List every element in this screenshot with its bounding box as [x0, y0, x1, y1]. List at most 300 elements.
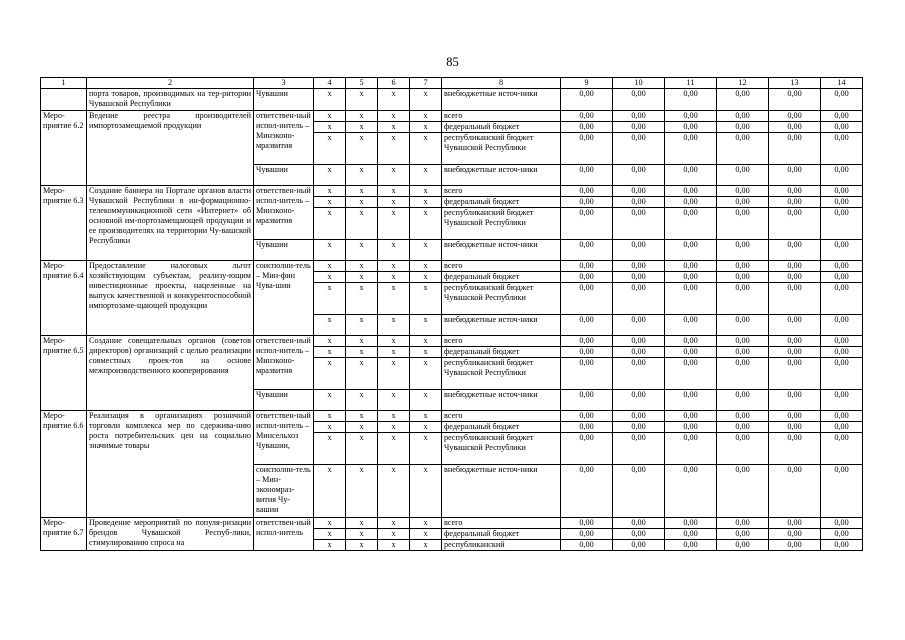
value-cell: 0,00: [561, 111, 613, 122]
x-mark-cell: x: [314, 261, 346, 272]
value-cell: 0,00: [613, 261, 665, 272]
x-mark-cell: x: [378, 411, 410, 422]
x-mark-cell: x: [314, 165, 346, 186]
event-id-cell: Меро-приятие 6.5: [41, 336, 87, 411]
x-mark-cell: x: [346, 315, 378, 336]
x-mark-cell: x: [314, 272, 346, 283]
value-cell: 0,00: [769, 465, 821, 518]
event-description-cell: Ведение реестра производителей импортозамещаемой продукции: [87, 111, 254, 186]
x-mark-cell: x: [378, 186, 410, 197]
value-cell: 0,00: [717, 422, 769, 433]
value-cell: 0,00: [769, 347, 821, 358]
column-header: 8: [442, 78, 561, 89]
x-mark-cell: x: [346, 261, 378, 272]
value-cell: 0,00: [821, 315, 863, 336]
funding-source-cell: республиканский бюджет Чувашской Республики: [442, 433, 561, 465]
executor-cell: соисполни-тель – Мин-фин Чува-шии: [254, 261, 314, 336]
header-row: [41, 78, 863, 89]
executor-cell: ответствен-ный испол-нитель – Минэконо-мразвития: [254, 186, 314, 240]
column-header: 13: [769, 78, 821, 89]
value-cell: 0,00: [821, 465, 863, 518]
value-cell: 0,00: [821, 390, 863, 411]
value-cell: 0,00: [665, 315, 717, 336]
value-cell: 0,00: [613, 272, 665, 283]
executor-cell: ответствен-ный испол-нитель – Минэконо-мразвития: [254, 336, 314, 390]
column-header: 14: [821, 78, 863, 89]
value-cell: 0,00: [613, 315, 665, 336]
value-cell: 0,00: [665, 165, 717, 186]
column-header: 12: [717, 78, 769, 89]
event-id-cell: [41, 89, 87, 111]
value-cell: 0,00: [769, 433, 821, 465]
value-cell: 0,00: [769, 390, 821, 411]
value-cell: 0,00: [613, 336, 665, 347]
funding-source-cell: федеральный бюджет: [442, 529, 561, 540]
value-cell: 0,00: [561, 272, 613, 283]
value-cell: 0,00: [717, 540, 769, 551]
value-cell: 0,00: [717, 465, 769, 518]
value-cell: 0,00: [561, 529, 613, 540]
x-mark-cell: x: [378, 122, 410, 133]
value-cell: 0,00: [665, 89, 717, 111]
x-mark-cell: x: [378, 133, 410, 165]
value-cell: 0,00: [665, 272, 717, 283]
x-mark-cell: x: [410, 122, 442, 133]
funding-source-cell: республиканский бюджет Чувашской Республики: [442, 283, 561, 315]
value-cell: 0,00: [665, 111, 717, 122]
x-mark-cell: x: [410, 283, 442, 315]
value-cell: 0,00: [769, 197, 821, 208]
value-cell: 0,00: [821, 186, 863, 197]
value-cell: 0,00: [717, 315, 769, 336]
column-header: 5: [346, 78, 378, 89]
value-cell: 0,00: [717, 283, 769, 315]
x-mark-cell: x: [378, 272, 410, 283]
value-cell: 0,00: [613, 529, 665, 540]
value-cell: 0,00: [821, 133, 863, 165]
funding-source-cell: всего: [442, 411, 561, 422]
value-cell: 0,00: [613, 122, 665, 133]
x-mark-cell: x: [314, 433, 346, 465]
x-mark-cell: x: [314, 111, 346, 122]
x-mark-cell: x: [410, 433, 442, 465]
funding-source-cell: внебюджетные источ-ники: [442, 465, 561, 518]
value-cell: 0,00: [561, 336, 613, 347]
value-cell: 0,00: [717, 272, 769, 283]
x-mark-cell: x: [346, 89, 378, 111]
x-mark-cell: x: [410, 89, 442, 111]
x-mark-cell: x: [346, 336, 378, 347]
table-row: [41, 111, 863, 122]
x-mark-cell: x: [410, 347, 442, 358]
value-cell: 0,00: [821, 197, 863, 208]
value-cell: 0,00: [821, 261, 863, 272]
value-cell: 0,00: [769, 208, 821, 240]
value-cell: 0,00: [821, 518, 863, 529]
value-cell: 0,00: [665, 433, 717, 465]
value-cell: 0,00: [665, 390, 717, 411]
x-mark-cell: x: [410, 465, 442, 518]
table-row: [41, 411, 863, 422]
x-mark-cell: x: [346, 433, 378, 465]
funding-source-cell: республиканский бюджет Чувашской Республики: [442, 208, 561, 240]
value-cell: 0,00: [665, 186, 717, 197]
value-cell: 0,00: [769, 315, 821, 336]
table-row: [41, 186, 863, 197]
funding-source-cell: федеральный бюджет: [442, 422, 561, 433]
value-cell: 0,00: [561, 347, 613, 358]
value-cell: 0,00: [613, 186, 665, 197]
x-mark-cell: x: [410, 261, 442, 272]
funding-source-cell: внебюджетные источ-ники: [442, 89, 561, 111]
value-cell: 0,00: [613, 240, 665, 261]
value-cell: 0,00: [665, 336, 717, 347]
value-cell: 0,00: [769, 89, 821, 111]
column-header: 10: [613, 78, 665, 89]
value-cell: 0,00: [665, 518, 717, 529]
x-mark-cell: x: [314, 336, 346, 347]
value-cell: 0,00: [769, 111, 821, 122]
value-cell: 0,00: [613, 197, 665, 208]
x-mark-cell: x: [346, 347, 378, 358]
funding-source-cell: федеральный бюджет: [442, 197, 561, 208]
value-cell: 0,00: [821, 272, 863, 283]
x-mark-cell: x: [410, 518, 442, 529]
event-id-cell: Меро-приятие 6.2: [41, 111, 87, 186]
executor-cell: ответствен-ный испол-нитель – Минсельхоз Чувашии,: [254, 411, 314, 465]
x-mark-cell: x: [314, 208, 346, 240]
value-cell: 0,00: [665, 540, 717, 551]
value-cell: 0,00: [561, 197, 613, 208]
value-cell: 0,00: [561, 540, 613, 551]
x-mark-cell: x: [314, 133, 346, 165]
value-cell: 0,00: [717, 197, 769, 208]
x-mark-cell: x: [378, 433, 410, 465]
value-cell: 0,00: [613, 540, 665, 551]
value-cell: 0,00: [613, 133, 665, 165]
executor-cell-continued: Чувашии: [254, 240, 314, 261]
value-cell: 0,00: [665, 283, 717, 315]
value-cell: 0,00: [613, 208, 665, 240]
value-cell: 0,00: [821, 336, 863, 347]
funding-source-cell: внебюджетные источ-ники: [442, 240, 561, 261]
value-cell: 0,00: [561, 283, 613, 315]
value-cell: 0,00: [561, 390, 613, 411]
value-cell: 0,00: [561, 411, 613, 422]
value-cell: 0,00: [665, 197, 717, 208]
value-cell: 0,00: [561, 465, 613, 518]
value-cell: 0,00: [717, 186, 769, 197]
value-cell: 0,00: [769, 411, 821, 422]
value-cell: 0,00: [769, 165, 821, 186]
value-cell: 0,00: [613, 390, 665, 411]
value-cell: 0,00: [561, 240, 613, 261]
value-cell: 0,00: [717, 336, 769, 347]
x-mark-cell: x: [346, 465, 378, 518]
value-cell: 0,00: [613, 411, 665, 422]
value-cell: 0,00: [613, 518, 665, 529]
value-cell: 0,00: [561, 89, 613, 111]
x-mark-cell: x: [410, 186, 442, 197]
funding-source-cell: внебюджетные источ-ники: [442, 165, 561, 186]
x-mark-cell: x: [378, 465, 410, 518]
x-mark-cell: x: [314, 186, 346, 197]
executor-cell-continued: Чувашии: [254, 390, 314, 411]
value-cell: 0,00: [613, 347, 665, 358]
x-mark-cell: x: [410, 529, 442, 540]
x-mark-cell: x: [410, 315, 442, 336]
x-mark-cell: x: [314, 540, 346, 551]
x-mark-cell: x: [346, 122, 378, 133]
value-cell: 0,00: [665, 240, 717, 261]
value-cell: 0,00: [821, 529, 863, 540]
event-id-cell: Меро-приятие 6.7: [41, 518, 87, 551]
x-mark-cell: x: [346, 272, 378, 283]
funding-source-cell: республиканский бюджет Чувашской Республики: [442, 133, 561, 165]
x-mark-cell: x: [346, 165, 378, 186]
value-cell: 0,00: [821, 283, 863, 315]
x-mark-cell: x: [346, 411, 378, 422]
x-mark-cell: x: [410, 111, 442, 122]
x-mark-cell: x: [378, 240, 410, 261]
value-cell: 0,00: [561, 122, 613, 133]
x-mark-cell: x: [314, 465, 346, 518]
x-mark-cell: x: [378, 165, 410, 186]
value-cell: 0,00: [717, 133, 769, 165]
value-cell: 0,00: [769, 133, 821, 165]
value-cell: 0,00: [717, 529, 769, 540]
funding-source-cell: внебюджетные источ-ники: [442, 390, 561, 411]
x-mark-cell: x: [314, 358, 346, 390]
column-header: 6: [378, 78, 410, 89]
continuation-row: [41, 89, 863, 111]
event-id-cell: Меро-приятие 6.3: [41, 186, 87, 261]
funding-source-cell: внебюджетные источ-ники: [442, 315, 561, 336]
x-mark-cell: x: [378, 208, 410, 240]
value-cell: 0,00: [613, 111, 665, 122]
x-mark-cell: x: [314, 89, 346, 111]
x-mark-cell: x: [378, 89, 410, 111]
x-mark-cell: x: [410, 272, 442, 283]
column-header: 4: [314, 78, 346, 89]
executor-cell: Чувашии: [254, 89, 314, 111]
value-cell: 0,00: [717, 261, 769, 272]
value-cell: 0,00: [821, 433, 863, 465]
executor-cell-continued: Чувашии: [254, 165, 314, 186]
executor-cell: ответствен-ный испол-нитель: [254, 518, 314, 551]
x-mark-cell: x: [378, 197, 410, 208]
value-cell: 0,00: [717, 240, 769, 261]
value-cell: 0,00: [561, 133, 613, 165]
x-mark-cell: x: [410, 336, 442, 347]
x-mark-cell: x: [378, 336, 410, 347]
table-row: [41, 261, 863, 272]
value-cell: 0,00: [665, 122, 717, 133]
event-description-cell: Создание совещательных органов (советов директоров) организаций с целью реализации совместных проек-тов на основе межпроизводственного кооперирования: [87, 336, 254, 411]
value-cell: 0,00: [561, 315, 613, 336]
value-cell: 0,00: [665, 208, 717, 240]
x-mark-cell: x: [410, 165, 442, 186]
value-cell: 0,00: [821, 347, 863, 358]
column-header: 3: [254, 78, 314, 89]
x-mark-cell: x: [346, 422, 378, 433]
x-mark-cell: x: [410, 540, 442, 551]
value-cell: 0,00: [665, 411, 717, 422]
x-mark-cell: x: [346, 111, 378, 122]
x-mark-cell: x: [410, 197, 442, 208]
x-mark-cell: x: [314, 315, 346, 336]
x-mark-cell: x: [378, 283, 410, 315]
value-cell: 0,00: [613, 358, 665, 390]
x-mark-cell: x: [378, 315, 410, 336]
column-header: 1: [41, 78, 87, 89]
x-mark-cell: x: [346, 240, 378, 261]
x-mark-cell: x: [378, 390, 410, 411]
x-mark-cell: x: [378, 529, 410, 540]
value-cell: 0,00: [821, 122, 863, 133]
x-mark-cell: x: [314, 422, 346, 433]
funding-source-cell: всего: [442, 261, 561, 272]
x-mark-cell: x: [378, 540, 410, 551]
executor-cell: ответствен-ный испол-нитель – Минэконо-мразвития: [254, 111, 314, 165]
value-cell: 0,00: [769, 518, 821, 529]
funding-source-cell: всего: [442, 186, 561, 197]
x-mark-cell: x: [346, 518, 378, 529]
value-cell: 0,00: [717, 358, 769, 390]
value-cell: 0,00: [769, 422, 821, 433]
x-mark-cell: x: [378, 422, 410, 433]
value-cell: 0,00: [665, 529, 717, 540]
event-id-cell: Меро-приятие 6.6: [41, 411, 87, 518]
value-cell: 0,00: [769, 240, 821, 261]
event-description-cell: Реализация в организациях розничной торговли комплекса мер по сдержива-нию роста потребительских цен на социально значимые товары: [87, 411, 254, 518]
value-cell: 0,00: [561, 165, 613, 186]
value-cell: 0,00: [769, 272, 821, 283]
x-mark-cell: x: [314, 390, 346, 411]
x-mark-cell: x: [410, 422, 442, 433]
funding-source-cell: республиканский бюджет Чувашской Республики: [442, 358, 561, 390]
value-cell: 0,00: [717, 165, 769, 186]
x-mark-cell: x: [410, 240, 442, 261]
value-cell: 0,00: [613, 89, 665, 111]
x-mark-cell: x: [410, 411, 442, 422]
x-mark-cell: x: [314, 197, 346, 208]
value-cell: 0,00: [613, 465, 665, 518]
funding-source-cell: республиканский: [442, 540, 561, 551]
value-cell: 0,00: [769, 122, 821, 133]
column-header: 2: [87, 78, 254, 89]
value-cell: 0,00: [717, 411, 769, 422]
page-number: 85: [446, 55, 459, 69]
value-cell: 0,00: [561, 186, 613, 197]
value-cell: 0,00: [665, 347, 717, 358]
funding-source-cell: всего: [442, 336, 561, 347]
value-cell: 0,00: [561, 518, 613, 529]
value-cell: 0,00: [613, 433, 665, 465]
x-mark-cell: x: [314, 240, 346, 261]
value-cell: 0,00: [821, 89, 863, 111]
value-cell: 0,00: [665, 261, 717, 272]
x-mark-cell: x: [346, 540, 378, 551]
x-mark-cell: x: [410, 390, 442, 411]
column-header: 9: [561, 78, 613, 89]
x-mark-cell: x: [346, 133, 378, 165]
value-cell: 0,00: [717, 518, 769, 529]
x-mark-cell: x: [378, 111, 410, 122]
executor-cell-continued: соисполни-тель – Мин-экономраз-вития Чу-вашии: [254, 465, 314, 518]
value-cell: 0,00: [717, 89, 769, 111]
value-cell: 0,00: [821, 540, 863, 551]
value-cell: 0,00: [769, 529, 821, 540]
value-cell: 0,00: [717, 208, 769, 240]
value-cell: 0,00: [665, 422, 717, 433]
funding-source-cell: всего: [442, 111, 561, 122]
value-cell: 0,00: [717, 122, 769, 133]
budget-table: [40, 77, 863, 551]
x-mark-cell: x: [314, 347, 346, 358]
event-description-cell: Создание баннера на Портале органов власти Чувашской Республики в ин-формационно-телекоммуникационной сети «Интернет» об основной им-портозамещающей продукции и ее производителях на территории Чу-вашской Республики: [87, 186, 254, 261]
x-mark-cell: x: [378, 261, 410, 272]
funding-source-cell: федеральный бюджет: [442, 122, 561, 133]
value-cell: 0,00: [561, 433, 613, 465]
x-mark-cell: x: [346, 529, 378, 540]
funding-source-cell: всего: [442, 518, 561, 529]
x-mark-cell: x: [314, 122, 346, 133]
funding-source-cell: федеральный бюджет: [442, 272, 561, 283]
column-header: 7: [410, 78, 442, 89]
value-cell: 0,00: [769, 283, 821, 315]
x-mark-cell: x: [378, 358, 410, 390]
value-cell: 0,00: [717, 111, 769, 122]
value-cell: 0,00: [561, 358, 613, 390]
value-cell: 0,00: [613, 283, 665, 315]
value-cell: 0,00: [665, 358, 717, 390]
event-id-cell: Меро-приятие 6.4: [41, 261, 87, 336]
value-cell: 0,00: [821, 165, 863, 186]
value-cell: 0,00: [821, 358, 863, 390]
x-mark-cell: x: [346, 186, 378, 197]
event-description-cell: Предоставление налоговых льгот хозяйствующим субъектам, реализу-ющим инвестиционные проекты, нацеленные на выпуск качественной и конкурентоспособной импортозаме-щающей продукции: [87, 261, 254, 336]
value-cell: 0,00: [613, 165, 665, 186]
event-description-cell: Проведение мероприятий по популя-ризации брендов Чувашской Респуб-лики, стимулированию спроса на: [87, 518, 254, 551]
value-cell: 0,00: [769, 358, 821, 390]
funding-source-cell: федеральный бюджет: [442, 347, 561, 358]
value-cell: 0,00: [821, 208, 863, 240]
x-mark-cell: x: [378, 518, 410, 529]
x-mark-cell: x: [346, 283, 378, 315]
x-mark-cell: x: [410, 208, 442, 240]
x-mark-cell: x: [314, 518, 346, 529]
x-mark-cell: x: [314, 283, 346, 315]
value-cell: 0,00: [821, 422, 863, 433]
value-cell: 0,00: [717, 433, 769, 465]
table-row: [41, 336, 863, 347]
value-cell: 0,00: [769, 336, 821, 347]
value-cell: 0,00: [821, 411, 863, 422]
value-cell: 0,00: [769, 540, 821, 551]
value-cell: 0,00: [561, 422, 613, 433]
value-cell: 0,00: [717, 390, 769, 411]
x-mark-cell: x: [314, 411, 346, 422]
value-cell: 0,00: [561, 261, 613, 272]
event-description-cell: порта товаров, производимых на тер-ритории Чувашской Республики: [87, 89, 254, 111]
x-mark-cell: x: [346, 358, 378, 390]
x-mark-cell: x: [314, 529, 346, 540]
value-cell: 0,00: [821, 240, 863, 261]
x-mark-cell: x: [346, 208, 378, 240]
x-mark-cell: x: [410, 358, 442, 390]
column-header: 11: [665, 78, 717, 89]
